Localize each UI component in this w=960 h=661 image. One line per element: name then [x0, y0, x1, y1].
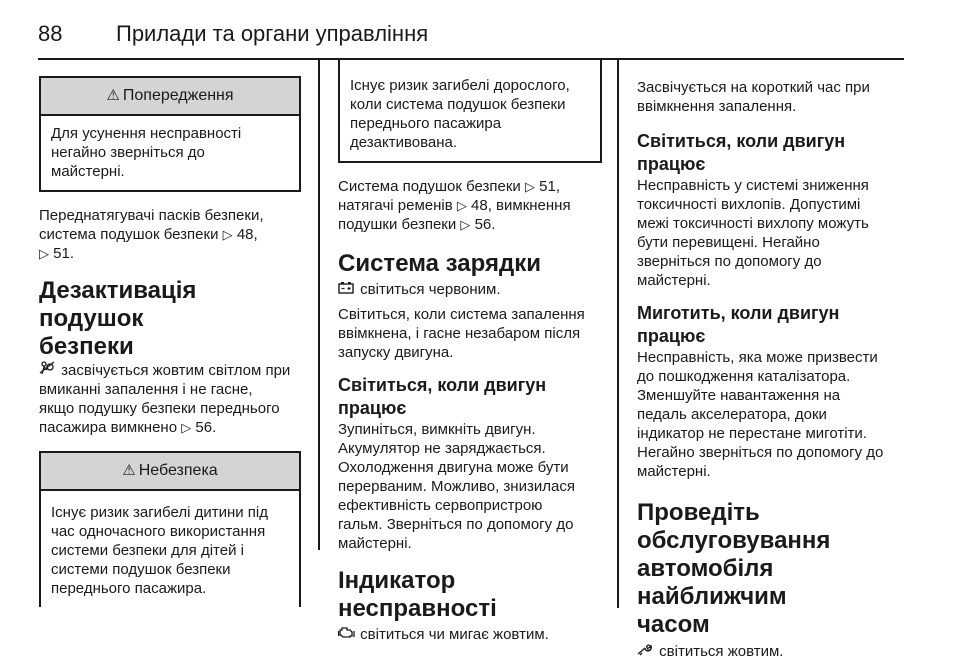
- text-line: ввімкнення запалення.: [637, 98, 797, 115]
- page-ref-icon: ▷: [524, 179, 535, 194]
- text-line: Акумулятор не заряджається.: [338, 440, 546, 457]
- text-line: педаль акселератора, доки: [637, 406, 827, 423]
- text-line: Негайно зверніться по допомогу до: [637, 444, 884, 461]
- text-line: Переднатягувачі пасків безпеки,: [39, 207, 264, 224]
- warning-box-header: [41, 78, 299, 116]
- text-line: системи подушок безпеки: [51, 561, 231, 578]
- text-line: Існує ризик загибелі дорослого,: [350, 77, 570, 94]
- text-line: світиться червоним.: [338, 280, 602, 299]
- page-ref-icon: ▷: [39, 246, 49, 261]
- text-line: майстерні.: [637, 272, 711, 289]
- text-line: Засвічується на короткий час при: [637, 79, 870, 96]
- battery-icon: [338, 280, 356, 299]
- page-ref-icon: ▷: [181, 420, 192, 435]
- sub-heading: працює: [637, 154, 706, 174]
- service-wrench-icon: [637, 642, 655, 661]
- section-heading: безпеки: [39, 333, 134, 360]
- text-line: ввімкнена, і гасне незабаром після: [338, 325, 581, 342]
- text-line: гальм. Зверніться по допомогу до: [338, 516, 574, 533]
- danger-box-title: Небезпека: [138, 462, 218, 479]
- text-line: Несправність у системі зниження: [637, 177, 869, 194]
- text-line: системи безпеки для дітей і: [51, 542, 244, 559]
- section-heading: автомобіля найближчим: [637, 555, 787, 610]
- text-line: майстерні.: [637, 463, 711, 480]
- text-line: токсичності вихлопів. Допустимі: [637, 196, 861, 213]
- text-line: негайно зверніться до: [51, 144, 205, 161]
- warning-box-title: Попередження: [122, 87, 234, 104]
- column-divider-2: [617, 60, 619, 608]
- column-3: [637, 78, 907, 661]
- text-line: світиться жовтим.: [637, 642, 907, 661]
- section-heading: часом: [637, 611, 710, 638]
- sub-heading: Світиться, коли двигун: [637, 131, 846, 151]
- sub-heading: Миготить, коли двигун працює: [637, 303, 840, 346]
- text-line: переднього пасажира.: [51, 580, 207, 597]
- danger-box: [39, 451, 301, 607]
- text-line: подушки безпеки ▷ 56.: [338, 216, 496, 233]
- page-header: [38, 14, 918, 54]
- sub-heading: Світиться, коли двигун: [338, 375, 547, 395]
- page-ref-icon: ▷: [222, 227, 233, 242]
- danger-box-header: [41, 453, 299, 491]
- text-line: Охолодження двигуна може бути: [338, 459, 569, 476]
- text-line: бути перевищені. Негайно: [637, 234, 820, 251]
- text-line: до пошкодження каталізатора.: [637, 368, 851, 385]
- text-line: Для усунення несправності: [51, 125, 242, 142]
- danger-box-body: [41, 491, 299, 607]
- text-line: система подушок безпеки ▷ 48,: [39, 226, 258, 243]
- text-line: ефективність сервопристрою: [338, 497, 543, 514]
- text-line: запуску двигуна.: [338, 344, 454, 361]
- text-line: Система подушок безпеки ▷ 51,: [338, 178, 560, 195]
- warning-triangle-icon: ⚠: [122, 462, 136, 479]
- text-line: світиться чи мигає жовтим.: [338, 625, 602, 644]
- text-line: майстерні.: [51, 163, 125, 180]
- warning-triangle-icon: ⚠: [106, 87, 120, 104]
- text-line: Несправність, яка може призвести: [637, 349, 878, 366]
- text-line: перерваним. Можливо, знизилася: [338, 478, 575, 495]
- engine-check-icon: [338, 625, 356, 644]
- text-line: майстерні.: [338, 535, 412, 552]
- warning-box-body: [41, 116, 299, 190]
- column-1: [39, 76, 301, 607]
- page-number: 88: [38, 21, 63, 46]
- section-heading: Дезактивація подушок: [39, 277, 197, 332]
- text-line: Існує ризик загибелі дитини під: [51, 504, 268, 521]
- text-line: межі токсичності вихлопу можуть: [637, 215, 869, 232]
- airbag-off-icon: [39, 361, 57, 380]
- page-title: Прилади та органи управління: [116, 21, 429, 46]
- text-line: коли система подушок безпеки: [350, 96, 566, 113]
- text-line: Зупиніться, вимкніть двигун.: [338, 421, 536, 438]
- column-divider-1: [318, 60, 320, 550]
- section-heading: Система зарядки: [338, 250, 541, 277]
- section-heading: Проведіть: [637, 499, 760, 526]
- danger-box-continued-body: [340, 60, 600, 161]
- text-line: переднього пасажира: [350, 115, 502, 132]
- text-line: час одночасного використання: [51, 523, 266, 540]
- text-line: пасажира вимкнено ▷ 56.: [39, 419, 217, 436]
- section-heading: обслуговування: [637, 527, 831, 554]
- text-line: індикатор не перестане миготіти.: [637, 425, 867, 442]
- sub-heading: працює: [338, 398, 407, 418]
- text-line: дезактивована.: [350, 134, 458, 151]
- text-line: Зменшуйте навантаження на: [637, 387, 841, 404]
- text-line: зверніться по допомогу до: [637, 253, 822, 270]
- text-line: Світиться, коли система запалення: [338, 306, 585, 323]
- text-line: засвічується жовтим світлом при: [39, 361, 301, 380]
- text-line: якщо подушку безпеки переднього: [39, 400, 280, 417]
- page-ref-icon: ▷: [460, 217, 471, 232]
- danger-box-continued: [338, 60, 602, 163]
- column-2: [338, 60, 602, 644]
- text-line: натягачі ременів ▷ 48, вимкнення: [338, 197, 571, 214]
- warning-box: [39, 76, 301, 192]
- section-heading: Індикатор несправності: [338, 567, 497, 622]
- page-ref-icon: ▷: [456, 198, 467, 213]
- text-line: вмиканні запалення і не гасне,: [39, 381, 253, 398]
- text-line: ▷ 51.: [39, 245, 75, 262]
